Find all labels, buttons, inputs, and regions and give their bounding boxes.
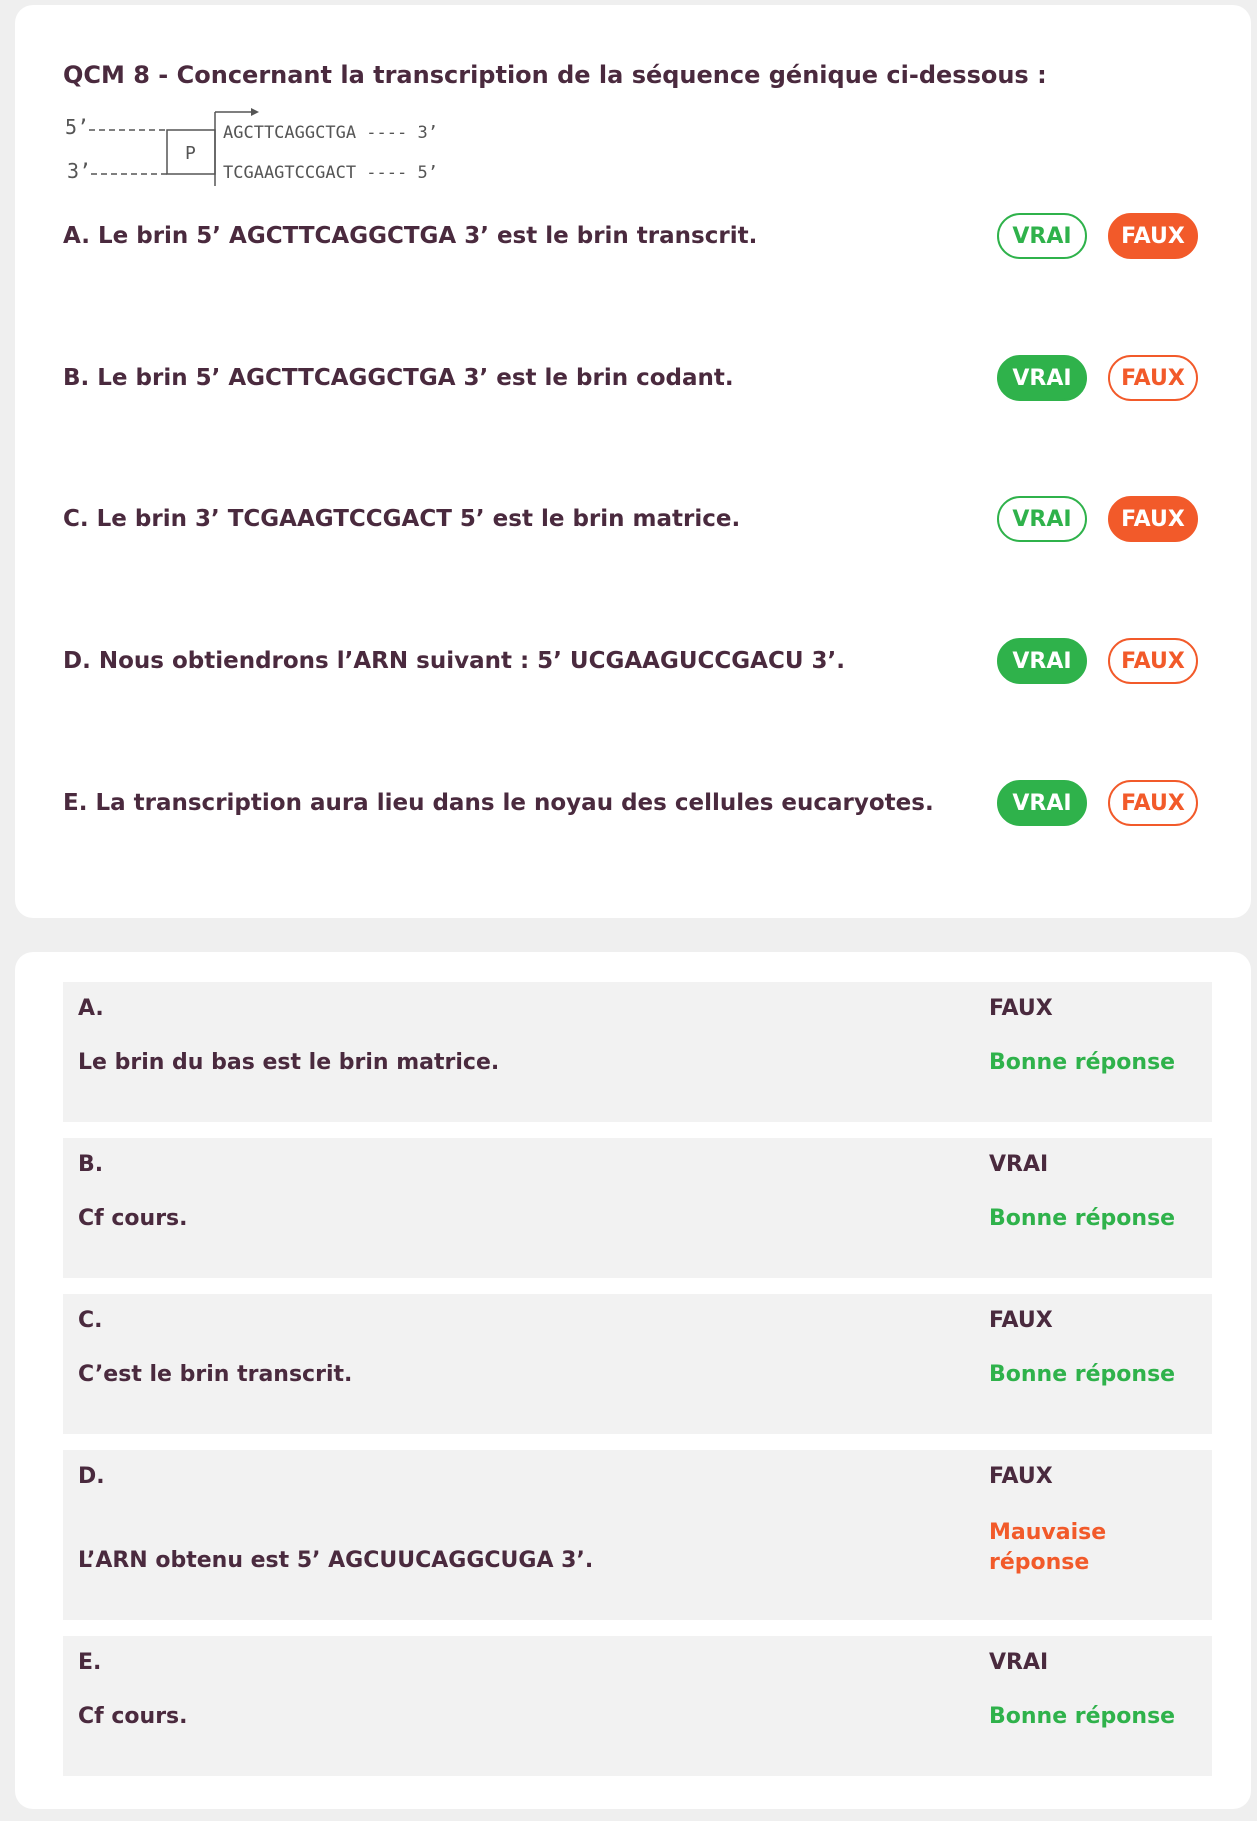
- correction-item-c: [63, 1294, 1212, 1434]
- vrai-button[interactable]: VRAI: [997, 496, 1087, 542]
- correction-text: L’ARN obtenu est 5’ AGCUUCAGGCUGA 3’.: [78, 1548, 594, 1573]
- question-text: B. Le brin 5’ AGCTTCAGGCTGA 3’ est le brin codant.: [63, 365, 734, 391]
- correction-letter: D.: [78, 1464, 105, 1489]
- faux-button[interactable]: FAUX: [1108, 780, 1198, 826]
- question-text: A. Le brin 5’ AGCTTCAGGCTGA 3’ est le brin transcrit.: [63, 223, 758, 249]
- question-item-a: [15, 209, 1251, 269]
- gene-diagram: [63, 108, 493, 188]
- question-text: C. Le brin 3’ TCGAAGTCCGACT 5’ est le brin matrice.: [63, 506, 741, 532]
- correction-item-b: [63, 1138, 1212, 1278]
- correction-result: Bonne réponse: [989, 1704, 1176, 1729]
- correction-item-d: [63, 1450, 1212, 1620]
- question-text: E. La transcription aura lieu dans le noyau des cellules eucaryotes.: [63, 790, 934, 816]
- correction-verdict: VRAI: [989, 1650, 1049, 1675]
- correction-item-e: [63, 1636, 1212, 1776]
- diagram-bottom-left: 3’: [67, 159, 92, 183]
- correction-result: Bonne réponse: [989, 1362, 1176, 1387]
- question-item-b: [15, 351, 1251, 411]
- correction-text: Le brin du bas est le brin matrice.: [78, 1050, 500, 1075]
- correction-verdict: FAUX: [989, 1464, 1053, 1489]
- vrai-button[interactable]: VRAI: [997, 355, 1087, 401]
- correction-text: Cf cours.: [78, 1704, 188, 1729]
- correction-letter: C.: [78, 1308, 103, 1333]
- vrai-button[interactable]: VRAI: [997, 638, 1087, 684]
- vrai-button[interactable]: VRAI: [997, 780, 1087, 826]
- correction-letter: E.: [78, 1650, 102, 1675]
- correction-item-a: [63, 982, 1212, 1122]
- correction-letter: B.: [78, 1152, 104, 1177]
- correction-result: Mauvaise réponse: [989, 1520, 1107, 1575]
- correction-verdict: FAUX: [989, 1308, 1053, 1333]
- faux-button[interactable]: FAUX: [1108, 213, 1198, 259]
- correction-result: Bonne réponse: [989, 1206, 1176, 1231]
- question-title: QCM 8 - Concernant la transcription de la séquence génique ci-dessous :: [63, 61, 1047, 89]
- promoter-label: P: [185, 143, 196, 164]
- diagram-bottom-sequence: TCGAAGTCCGACT ---- 5’: [223, 163, 438, 183]
- correction-verdict: VRAI: [989, 1152, 1049, 1177]
- question-card: [15, 5, 1251, 918]
- diagram-top-left: 5’: [65, 115, 90, 139]
- arrow-right-icon: [251, 108, 259, 116]
- correction-letter: A.: [78, 996, 104, 1021]
- question-text: D. Nous obtiendrons l’ARN suivant : 5’ UCGAAGUCCGACU 3’.: [63, 648, 845, 674]
- correction-text: Cf cours.: [78, 1206, 188, 1231]
- correction-text: C’est le brin transcrit.: [78, 1362, 353, 1387]
- question-item-d: [15, 634, 1251, 694]
- question-item-e: [15, 776, 1251, 836]
- faux-button[interactable]: FAUX: [1108, 355, 1198, 401]
- diagram-top-sequence: AGCTTCAGGCTGA ---- 3’: [223, 123, 438, 143]
- vrai-button[interactable]: VRAI: [997, 213, 1087, 259]
- question-item-c: [15, 492, 1251, 552]
- faux-button[interactable]: FAUX: [1108, 496, 1198, 542]
- correction-card: [15, 952, 1251, 1809]
- faux-button[interactable]: FAUX: [1108, 638, 1198, 684]
- correction-verdict: FAUX: [989, 996, 1053, 1021]
- correction-result: Bonne réponse: [989, 1050, 1176, 1075]
